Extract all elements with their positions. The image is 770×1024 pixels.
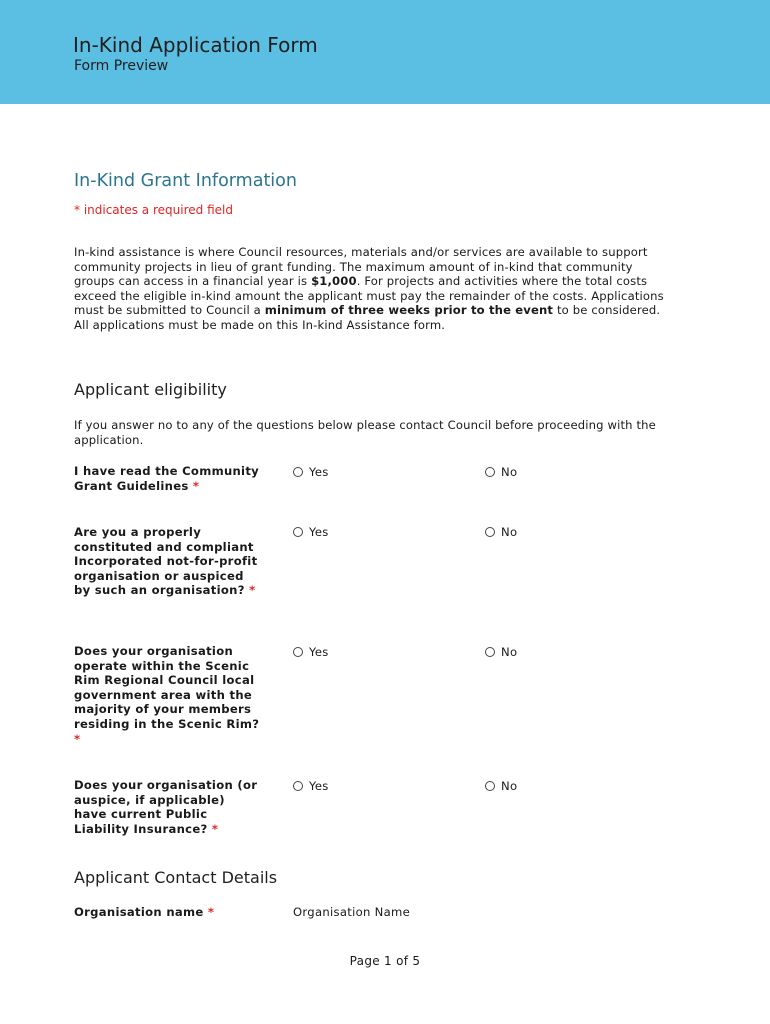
required-marker: *	[211, 821, 219, 836]
radio-circle-icon	[293, 647, 303, 657]
eligibility-heading: Applicant eligibility	[74, 380, 227, 399]
eligibility-question-guidelines	[74, 464, 260, 493]
radio-label: No	[501, 525, 518, 539]
eligibility-note: If you answer no to any of the questions below please contact Council before proceeding with the application.	[74, 418, 656, 447]
question-text: Does your organisation (or auspice, if applicable) have current Public Liability Insurance?	[74, 778, 258, 836]
radio-circle-icon	[485, 781, 495, 791]
grant-info-heading: In-Kind Grant Information	[74, 171, 297, 191]
question-text: Does your organisation operate within the Scenic Rim Regional Council local government area with the majority of your members residing in the Scenic Rim?	[74, 644, 260, 731]
radio-circle-icon	[293, 781, 303, 791]
radio-circle-icon	[293, 527, 303, 537]
radio-label: Yes	[309, 465, 329, 479]
grant-info-paragraph	[74, 245, 674, 333]
intro-deadline: minimum of three weeks prior to the event	[264, 303, 554, 318]
field-label-text: Organisation name	[74, 905, 204, 919]
page-number: Page 1 of 5	[349, 954, 421, 968]
intro-text-3: to be considered. All applications must be made on this In-kind Assistance form.	[74, 303, 661, 332]
radio-incorporated-yes[interactable]	[293, 525, 329, 539]
intro-text-2: . For projects and activities where the total costs exceed the eligible in-kind amount the applicant must pay the remainder of the costs. Applications must be submitted to Council a	[74, 274, 664, 318]
radio-circle-icon	[485, 647, 495, 657]
organisation-name-label	[74, 905, 214, 919]
radio-local-area-yes[interactable]	[293, 645, 329, 659]
radio-local-area-no[interactable]	[485, 645, 517, 659]
intro-amount: $1,000	[311, 274, 357, 289]
radio-label: Yes	[309, 779, 329, 793]
radio-insurance-no[interactable]	[485, 779, 517, 793]
eligibility-question-insurance	[74, 778, 260, 836]
required-marker: *	[192, 478, 200, 493]
required-field-note: * indicates a required field	[74, 203, 233, 217]
required-marker: *	[249, 583, 256, 598]
question-text: I have read the Community Grant Guidelines	[74, 464, 260, 493]
required-marker: *	[74, 731, 81, 746]
intro-text-1: In-kind assistance is where Council resources, materials and/or services are available to support community projects in lieu of grant funding. The maximum amount of in-kind that community groups can access in a financial year is	[74, 245, 648, 289]
radio-circle-icon	[485, 527, 495, 537]
required-marker: *	[207, 905, 215, 919]
radio-label: Yes	[309, 525, 329, 539]
organisation-name-field[interactable]: Organisation Name	[293, 905, 411, 919]
radio-guidelines-yes[interactable]	[293, 465, 329, 479]
radio-guidelines-no[interactable]	[485, 465, 517, 479]
radio-incorporated-no[interactable]	[485, 525, 517, 539]
radio-label: No	[501, 645, 518, 659]
form-subtitle: Form Preview	[74, 58, 169, 74]
radio-circle-icon	[485, 467, 495, 477]
contact-details-heading: Applicant Contact Details	[74, 868, 278, 887]
radio-insurance-yes[interactable]	[293, 779, 329, 793]
question-text: Are you a properly constituted and compliant Incorporated not-for-profit organisation or auspiced by such an organisation?	[74, 525, 258, 598]
eligibility-question-local-area	[74, 644, 260, 746]
form-header	[0, 0, 770, 104]
radio-label: Yes	[309, 645, 329, 659]
eligibility-question-incorporated	[74, 525, 260, 598]
form-title: In-Kind Application Form	[73, 33, 318, 57]
radio-label: No	[501, 465, 518, 479]
radio-label: No	[501, 779, 518, 793]
radio-circle-icon	[293, 467, 303, 477]
